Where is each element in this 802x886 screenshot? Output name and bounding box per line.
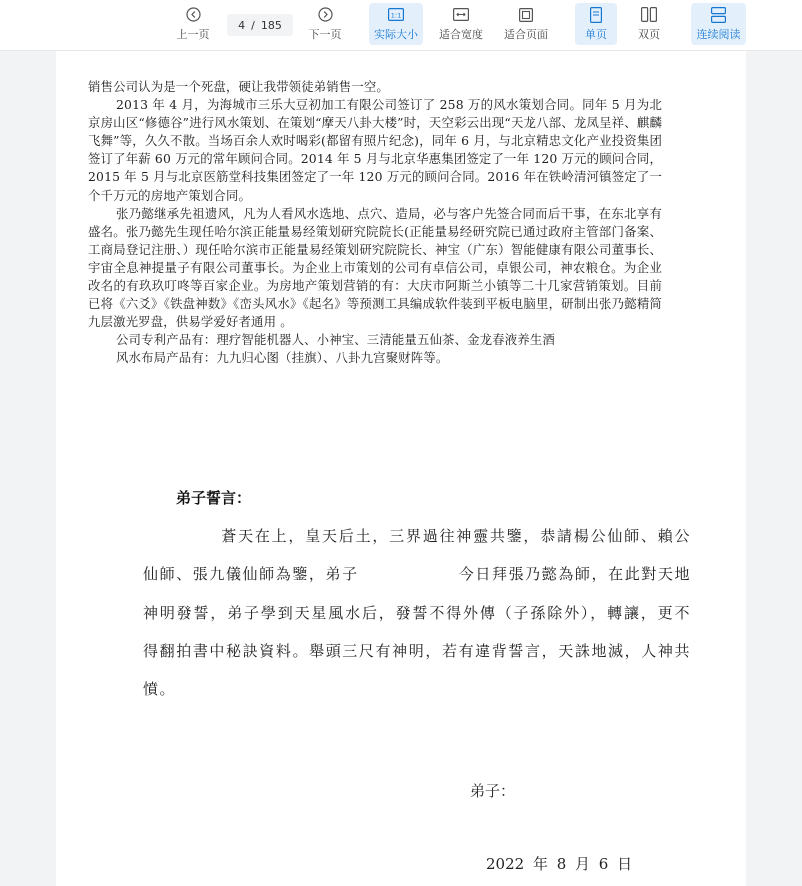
oath-date: 2022 年 8 月 6 日 xyxy=(486,855,633,873)
actual-size-label: 实际大小 xyxy=(374,28,418,41)
chevron-right-circle-icon xyxy=(318,6,333,23)
continuous-reading-icon xyxy=(711,6,726,23)
fit-width-label: 适合宽度 xyxy=(439,28,483,41)
fit-width-button[interactable] xyxy=(434,3,488,45)
paragraph-3: 张乃懿继承先祖遗风，凡为人看风水选地、点穴、造局，必与客户先签合同而后干事，在东北享有盛名。张乃懿先生现任哈尔滨正能量易经策划研究院院长(正能量易经研究院已通过政府主管部门备案、工商局登记注册、）现任哈尔滨市正能量易经策划研究院院长、神宝（广东）智能健康有限公司董事长、宇宙全息神提量子有限公司董事长。为企业上市策划的公司有卓信公司，卓银公司，神农粮仓。为企业改名的有玖玖叮咚等百家企业。为房地产策划营销的有：大庆市阿斯兰小镇等二十几家营销策划。目前已将《六爻》《铁盘神数》《峦头风水》《起名》等预测工具编成软件装到平板电脑里，研制出张乃懿精简九层激光罗盘，供易学爱好者通用 。 xyxy=(88,205,662,330)
double-page-label: 双页 xyxy=(638,28,660,41)
paragraph-1: 销售公司认为是一个死盘，硬让我带领徒弟销售一空。 xyxy=(88,79,389,94)
total-pages: 185 xyxy=(260,18,282,32)
oath-text xyxy=(143,517,691,708)
next-page-button[interactable] xyxy=(302,3,348,45)
single-page-button[interactable] xyxy=(575,3,617,45)
actual-size-icon xyxy=(388,6,404,23)
paragraph-4: 公司专利产品有：理疗智能机器人、小神宝、三清能量五仙茶、金龙春液养生酒 xyxy=(116,332,555,348)
fit-page-icon xyxy=(519,6,533,23)
signature-label: 弟子： xyxy=(470,782,516,800)
single-page-label: 单页 xyxy=(585,28,607,41)
next-page-label: 下一页 xyxy=(308,28,342,41)
document-body xyxy=(88,78,662,368)
fit-page-button[interactable] xyxy=(499,3,553,45)
page-separator: / xyxy=(251,18,255,32)
continuous-reading-button[interactable] xyxy=(691,3,746,45)
continuous-reading-label: 连续阅读 xyxy=(696,28,741,41)
fit-page-label: 适合页面 xyxy=(504,28,548,41)
oath-text-part-2: 今日拜張乃懿為師，在此對天地神明發誓，弟子學到天星風水后，發誓不得外傳（子孫除外），轉讓，更不得翻拍書中秘訣資料。舉頭三尺有神明，若有違背誓言，天誅地滅，人神共憤。 xyxy=(143,565,691,699)
viewer-toolbar xyxy=(0,0,802,51)
actual-size-button[interactable] xyxy=(369,3,423,45)
prev-page-button[interactable] xyxy=(170,3,216,45)
single-page-icon xyxy=(590,6,602,23)
oath-text-part-1: 蒼天在上，皇天后土，三界過往神靈共鑒，恭請楊公仙師、賴公仙師、張九儀仙師為鑒，弟子 xyxy=(143,527,691,584)
prev-page-label: 上一页 xyxy=(176,28,210,41)
double-page-icon xyxy=(641,6,657,23)
current-page-number[interactable]: 4 xyxy=(238,18,246,32)
oath-title: 弟子誓言： xyxy=(176,489,252,507)
chevron-left-circle-icon xyxy=(186,6,201,23)
svg-text:1:1: 1:1 xyxy=(390,11,402,20)
paragraph-5: 风水布局产品有：九九归心图（挂旗）、八卦九宫聚财阵等。 xyxy=(116,350,449,366)
page-indicator[interactable] xyxy=(227,14,293,36)
paragraph-2: 2013 年 4 月，为海城市三乐大豆初加工有限公司签订了 258 万的风水策划合同。同年 5 月为北京房山区“修德谷”进行风水策划、在策划“摩天八卦大楼”时，天空彩云出现“天龙八部、龙凤呈祥、麒麟飞舞”等，久久不散。当场百余人欢时喝彩(都留有照片纪念)，同年 6 月，与北京精忠文化产业投资集团签订了年薪 60 万元的常年顾问合同。2014 年 5 月与北京华惠集团签定了一年 120 万元的顾问合同，2015 年 5 月与北京医筋堂科技集团签定了一年 120 万元的顾问合同。2016 年在铁岭清河镇签定了一个千万元的房地产策划合同。 xyxy=(88,97,662,203)
fit-width-icon xyxy=(453,6,469,23)
double-page-button[interactable] xyxy=(628,3,670,45)
